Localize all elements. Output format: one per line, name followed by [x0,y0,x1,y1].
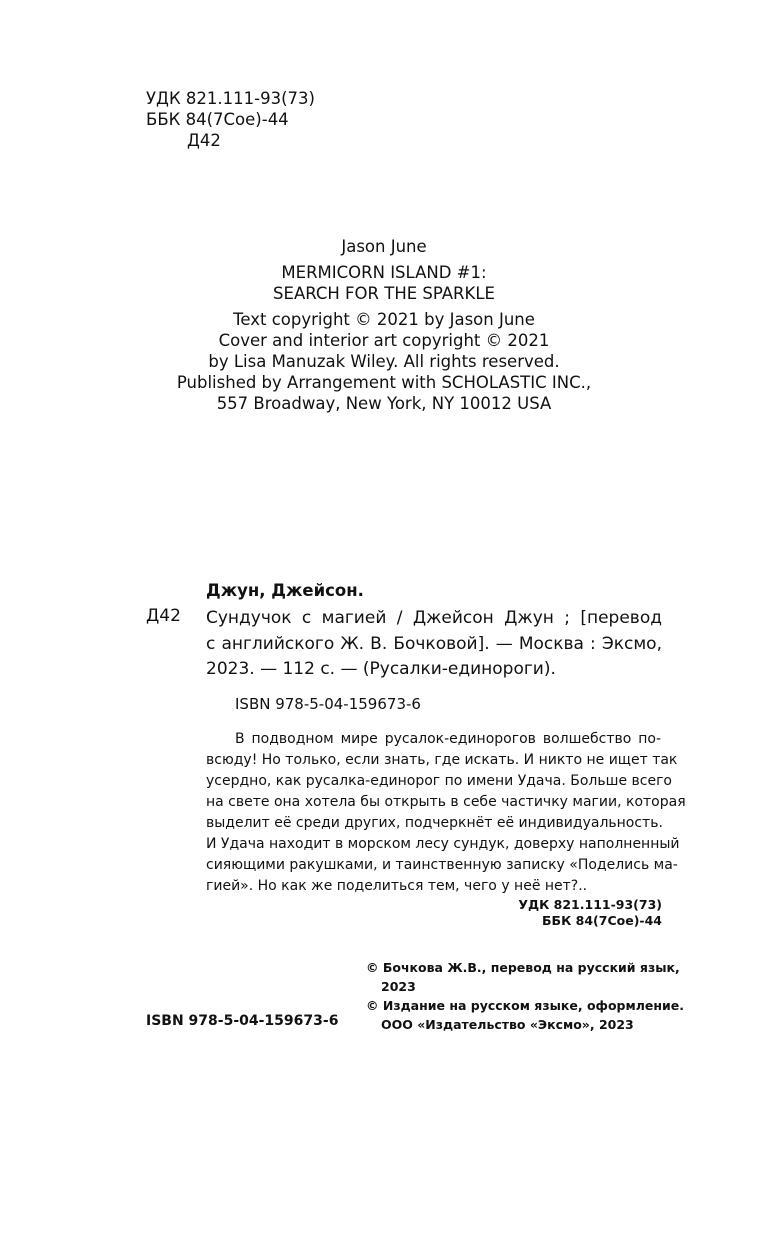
udk-code: УДК 821.111-93(73) [146,89,315,108]
original-title-line: MERMICORN ISLAND #1: [281,263,487,282]
bibliographic-author-heading: Джун, Джейсон. [206,581,364,600]
author-mark: Д42 [187,131,221,150]
copyright-notice-translation-year: 2023 [381,979,416,994]
annotation-line: усердно, как русалка-единорог по имени Удача. Больше всего [206,773,672,789]
bibliographic-author-mark: Д42 [146,606,181,626]
isbn-bottom: ISBN 978-5-04-159673-6 [146,1013,339,1029]
udk-code-bold: УДК 821.111-93(73) [518,897,662,912]
description-line: с английского Ж. В. Бочковой]. — Москва : Эксмо, [206,633,662,654]
classification-codes-block [420,897,662,929]
description-line: 2023. — 112 с. — (Русалки-единороги). [206,659,556,679]
annotation-line: на свете она хотела бы открыть в себе частичку магии, которая [206,794,686,810]
copyright-notice-publisher: ООО «Издательство «Эксмо», 2023 [381,1017,634,1032]
copyright-notice-edition: © Издание на русском языке, оформление. [366,998,684,1013]
annotation-line: И Удача находит в морском лесу сундук, доверху наполненный [206,836,680,852]
annotation-line: сияющими ракушками, и таинственную записку «Поделись ма- [206,857,678,873]
header-classification-codes [146,88,315,151]
copyright-line: 557 Broadway, New York, NY 10012 USA [216,394,552,413]
original-author: Jason June [341,237,427,256]
bbk-code: ББК 84(7Сое)-44 [146,110,289,129]
bibliographic-isbn: ISBN 978-5-04-159673-6 [235,695,421,713]
copyright-line: by Lisa Manuzak Wiley. All rights reserved. [208,352,560,371]
copyright-line: Text copyright © 2021 by Jason June [233,310,535,329]
annotation-line: всюду! Но только, если знать, где искать. И никто не ищет так [206,752,678,768]
annotation [206,729,686,897]
bibliographic-description [206,606,662,683]
annotation-line: выделит её среди других, подчеркнёт её индивидуальность. [206,815,663,831]
copyright-notice-translation: © Бочкова Ж.В., перевод на русский язык, [366,960,680,975]
copyright-line: Cover and interior art copyright © 2021 [218,331,550,350]
description-line: Сундучок с магией / Джейсон Джун ; [перевод [206,608,662,628]
copyright-notices [366,958,684,1034]
original-edition-credits [0,236,768,414]
bbk-code-bold: ББК 84(7Сое)-44 [542,913,662,928]
original-title-line: SEARCH FOR THE SPARKLE [273,284,495,303]
annotation-line: гией». Но как же поделиться тем, чего у неё нет?.. [206,878,588,894]
annotation-line: В подводном мире русалок-единорогов волшебство по- [235,731,661,747]
copyright-line: Published by Arrangement with SCHOLASTIC INC., [176,373,592,392]
